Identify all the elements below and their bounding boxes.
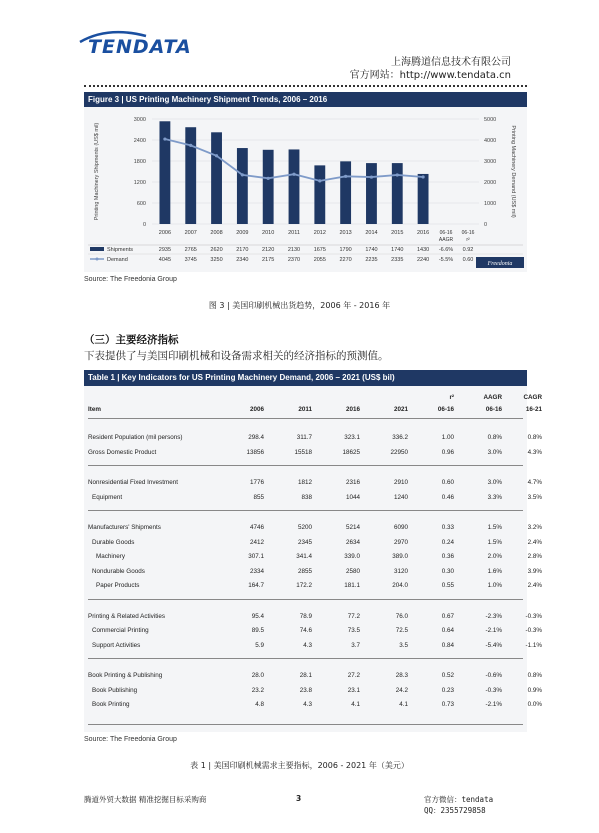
y-tick-label: 1200 [133,180,146,186]
x-tick-label: 2007 [184,230,197,236]
shipments-bar [237,148,248,224]
shipments-bar [159,121,170,224]
table-cell: 1.6% [487,567,502,575]
table-cell: 339.0 [344,553,360,560]
data-row-value: 2270 [339,257,352,263]
table-row-label: Book Printing [92,701,130,708]
table-header-top: r² [449,394,454,401]
data-row-value: 2175 [262,257,275,263]
table-row-label: Nonresidential Fixed Investment [88,479,178,486]
table-cell: 4.1 [399,701,408,708]
table-cell: 3.0% [487,479,502,486]
table-cell: 2.4% [527,538,542,546]
table-cell: 28.3 [395,672,408,679]
y-tick-label: 1800 [133,159,146,165]
y-tick-label: 0 [142,222,146,228]
data-row-value: 2935 [158,247,172,253]
header-divider [84,85,527,87]
shipments-bar [366,163,377,224]
data-row-value: 0.92 [462,247,474,253]
aagr-header-line1: 06-16 [439,230,453,236]
table-cell: 78.9 [299,612,312,620]
x-tick-label: 2012 [313,230,326,236]
table-cell: 298.4 [248,434,264,441]
table-cell: 4.7% [527,479,542,486]
section-paragraph: 下表提供了与美国印刷机械和设备需求相关的经济指标的预测值。 [84,350,389,362]
table-cell: 2316 [345,479,360,486]
table-header-cell: 16-21 [525,406,542,413]
table-cell: 341.4 [296,553,312,560]
section-heading: （三）主要经济指标 [84,334,179,346]
tendata-logo: TENDATA [88,36,192,58]
y-tick-label: 600 [136,201,146,207]
data-row-value: 2340 [236,257,249,263]
data-row-value: 0.60 [462,257,474,263]
company-name: 上海腾道信息技术有限公司 [391,57,511,68]
demand-point [421,175,424,178]
chart-panel [84,107,527,272]
table-cell: 23.1 [347,686,360,694]
table-row-label: Manufacturers' Shipments [88,524,161,531]
table-header-cell: 2016 [345,406,360,413]
freedonia-badge-text: Freedonia [487,261,513,267]
table-row-label: Gross Domestic Product [88,448,157,456]
data-row-value: 3745 [184,257,197,263]
x-tick-label: 2008 [210,230,223,236]
figure-title: Figure 3 | US Printing Machinery Shipment Trends, 2006 – 2016 [84,92,527,107]
company-website: 官方网站：http://www.tendata.cn [349,70,511,81]
table-cell: 3.0% [487,448,502,456]
data-row-value: 2055 [313,257,326,263]
table-cell: 1.0% [487,582,502,589]
indicators-table [84,386,542,732]
table-cell: 4.3% [527,448,542,456]
table-cell: 855 [253,493,264,501]
table-cell: 0.64 [441,627,454,634]
table-cell: 0.33 [441,524,454,531]
r2-header-line2: r² [466,237,470,243]
table-cell: 5214 [345,524,360,531]
table-cell: 3.2% [527,524,542,531]
page-number: 3 [296,794,302,803]
table-row-label: Printing & Related Activities [88,612,165,620]
table-cell: 0.30 [441,567,454,575]
table-group-rule [88,599,523,600]
table-header-cell: 06-16 [485,406,502,413]
table-cell: 13856 [246,448,264,456]
x-tick-label: 2010 [262,230,275,236]
y2-tick-label: 4000 [484,138,497,144]
table-cell: 2.8% [527,553,542,560]
table-cell: 2412 [249,538,264,546]
shipments-bar [418,174,429,224]
table-cell: 1240 [393,493,408,501]
table-cell: 2634 [345,538,360,546]
table-cell: 4.1 [351,701,360,708]
table-cell: 24.2 [395,686,408,694]
aagr-header-line2: AAGR [438,237,454,243]
table-cell: 181.1 [344,582,360,589]
table-source: Source: The Freedonia Group [84,736,177,743]
table-header-cell: 06-16 [437,406,454,413]
table-cell: 5.9 [255,641,264,649]
x-tick-label: 2011 [288,230,300,236]
table-cell: 0.8% [487,434,502,441]
table-row-label: Support Activities [92,641,141,649]
table-cell: 4.3 [303,641,312,649]
table-cell: 0.96 [441,448,454,456]
table-cell: 4.3 [303,701,312,708]
table-cell: 2970 [393,538,408,546]
table-cell: 23.2 [251,686,264,694]
table-row-label: Durable Goods [92,538,135,546]
table-row-label: Book Publishing [92,686,138,694]
table-cell: 0.0% [527,701,542,708]
data-row-value: 3250 [210,257,223,263]
data-row-label: Shipments [107,247,133,253]
table-header-cell: 2021 [393,406,408,413]
table-row-label: Paper Products [96,582,140,589]
table-cell: -0.3% [485,686,502,694]
data-row-value: 2240 [416,257,430,263]
table-cell: 3.5% [527,493,542,501]
table-cell: 2910 [393,479,408,486]
table-cell: 1.5% [487,538,502,546]
data-row-value: 2765 [184,247,197,253]
table-header-top: AAGR [483,394,502,401]
data-row-value: 1740 [365,247,378,253]
y2-tick-label: 0 [484,222,488,228]
demand-point [396,173,399,176]
data-row-value: 2370 [287,257,301,263]
table-cell: 0.8% [527,672,542,679]
data-row-value: 1675 [313,247,326,253]
demand-point [241,173,244,176]
data-row-value: 2170 [236,247,249,253]
y2-tick-label: 5000 [484,117,497,123]
y-axis-title: Printing Machinery Shipments (US$ mil) [94,122,100,221]
table-cell: 4.8 [255,701,264,708]
table-cell: 1776 [249,479,264,486]
table-cell: 164.7 [248,582,264,589]
footer-qq: QQ：2355729858 [424,806,486,815]
table-cell: 0.67 [441,612,454,620]
demand-point [189,144,192,147]
table-cell: 0.52 [441,672,454,679]
x-tick-label: 2015 [391,230,404,236]
table-cell: 307.1 [248,553,264,560]
table-cell: 838 [301,493,312,501]
table-cell: 76.0 [395,612,408,620]
table-row-label: Equipment [92,493,123,501]
table-header-cell: 2011 [298,406,312,413]
table-header-item: Item [88,406,101,413]
table-cell: 0.24 [441,538,454,546]
table-header-top: CAGR [523,394,542,401]
table-cell: 18625 [342,448,360,456]
footer-slogan: 腾道外贸大数据 精准挖掘目标采购商 [84,795,207,804]
data-row-value: 2620 [210,247,223,253]
table-cell: 323.1 [344,434,360,441]
data-row-value: 1740 [391,247,404,253]
data-row-value: 4045 [158,257,172,263]
table-cell: -0.3% [525,627,542,634]
table-cell: 23.8 [299,686,312,694]
table-header-cell: 2006 [249,406,264,413]
table-cell: 1044 [345,493,360,501]
table-cell: 2580 [345,567,360,575]
table-cell: 311.7 [296,434,312,441]
legend-demand-marker [96,258,99,261]
table-cell: 2345 [297,538,312,546]
footer-wechat: 官方微信：tendata [424,795,494,804]
demand-point [292,173,295,176]
table-row-label: Book Printing & Publishing [88,672,163,679]
y2-tick-label: 3000 [484,159,497,165]
table-cell: 5200 [297,524,312,531]
table-group-rule [88,510,523,511]
table-cell: -2.3% [485,612,502,620]
table-cell: 0.23 [441,686,454,694]
demand-point [370,175,373,178]
table-cell: 0.46 [441,493,454,501]
shipments-bar [392,163,403,224]
table-row-label: Commercial Printing [92,627,149,634]
table-cell: 2.0% [487,553,502,560]
y2-axis-title: Printing Machinery Demand (US$ mil) [510,125,516,218]
x-tick-label: 2016 [416,230,430,236]
demand-point [267,177,270,180]
table-cell: 204.0 [392,582,408,589]
figure-source: Source: The Freedonia Group [84,276,177,283]
table-cell: 1.00 [441,434,454,441]
table-cell: 28.1 [299,672,312,679]
data-row-value: 1430 [416,247,430,253]
table-cell: 22950 [390,448,408,456]
data-row-value: 2120 [262,247,275,253]
table-cell: 0.36 [441,553,454,560]
data-row-value: -6.6% [438,247,454,253]
table-cell: 15518 [294,448,312,456]
table-cell: 3.5 [399,641,408,649]
x-tick-label: 2009 [236,230,249,236]
table-cell: 0.9% [527,686,542,694]
table-cell: 3120 [393,567,408,575]
table-group-rule [88,658,523,659]
table-cell: 0.84 [441,641,454,649]
r2-header-line1: 06-16 [461,230,475,236]
table-cell: 0.55 [441,582,454,589]
x-tick-label: 2006 [158,230,172,236]
table-cell: 95.4 [251,612,264,620]
table-header-rule [88,418,523,419]
table-cell: -5.4% [485,641,502,649]
table-cell: 74.6 [299,627,312,634]
y-tick-label: 3000 [133,117,146,123]
y-tick-label: 2400 [133,138,146,144]
table-cell: -0.3% [525,612,542,620]
table-cell: -1.1% [525,641,542,649]
shipment-trend-chart [84,107,527,272]
table-cell: 389.0 [392,553,408,560]
demand-point [215,154,218,157]
table-row-label: Nondurable Goods [92,567,145,575]
shipments-bar [211,132,222,224]
table-cell: 27.2 [347,672,360,679]
shipments-bar [314,165,325,224]
table-title: Table 1 | Key Indicators for US Printing Machinery Demand, 2006 – 2021 (US$ bil) [84,370,527,386]
table-cell: 0.73 [441,701,454,708]
table-cell: 0.8% [527,434,542,441]
table-cell: 4746 [249,524,264,531]
table-cell: 172.2 [296,582,312,589]
table-cell: 3.9% [527,567,542,575]
figure-caption: 图 3 | 美国印刷机械出货趋势，2006 年 - 2016 年 [208,301,391,310]
table-cell: 2.4% [527,582,542,589]
y2-tick-label: 1000 [484,201,497,207]
data-row-value: -5.5% [438,257,454,263]
table-cell: -2.1% [485,701,502,708]
table-cell: 73.5 [347,627,360,634]
y2-tick-label: 2000 [484,180,497,186]
table-cell: 89.5 [251,627,264,634]
table-cell: -0.6% [485,672,502,679]
data-row-value: 2235 [365,257,378,263]
shipments-bar [289,149,300,224]
table-cell: 0.60 [441,479,454,486]
table-cell: 3.7 [351,641,360,649]
company-info [350,56,511,82]
table-group-rule [88,465,523,466]
table-row-label: Resident Population (mil persons) [88,434,183,441]
table-bottom-rule [88,724,523,725]
table-cell: 28.0 [251,672,264,679]
table-cell: 1812 [297,479,312,486]
demand-point [318,179,321,182]
data-row-value: 2335 [391,257,404,263]
table-cell: 2855 [297,567,312,575]
demand-point [344,175,347,178]
table-cell: 1.5% [487,524,502,531]
shipments-bar [263,150,274,224]
data-row-label: Demand [107,257,128,263]
table-cell: 77.2 [347,612,360,620]
table-cell: 2334 [249,567,264,575]
x-tick-label: 2013 [339,230,352,236]
table-cell: 3.3% [487,493,502,501]
x-tick-label: 2014 [365,230,378,236]
table-row-label: Machinery [96,553,126,560]
shipments-bar [185,127,196,224]
legend-shipments-swatch [90,247,104,251]
table-cell: 6090 [393,524,408,531]
table-cell: -2.1% [485,627,502,634]
demand-point [163,137,166,140]
table-cell: 72.5 [395,627,408,634]
table-cell: 336.2 [392,434,408,441]
shipments-bar [340,161,351,224]
data-row-value: 1790 [339,247,352,253]
table-caption: 表 1 | 美国印刷机械需求主要指标，2006 - 2021 年（美元） [190,761,409,770]
data-row-value: 2130 [287,247,301,253]
